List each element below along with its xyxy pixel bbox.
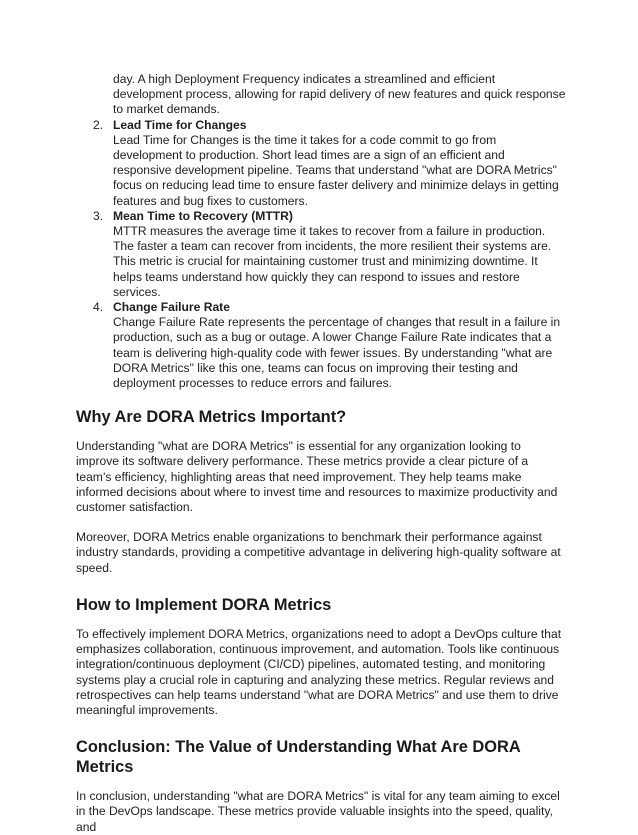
conclusion-paragraph-1: In conclusion, understanding "what are DORA Metrics" is vital for any team aiming to excel in the DevOps landscape. These metrics provide valuable insights into the speed, quality, and	[76, 789, 560, 834]
list-number: 4.	[93, 300, 104, 315]
importance-paragraph-2: Moreover, DORA Metrics enable organizations to benchmark their performance against industry standards, providing a competitive advantage in delivering high-quality software at speed.	[76, 530, 561, 575]
list-item-mttr	[76, 209, 566, 300]
importance-paragraph-1: Understanding "what are DORA Metrics" is essential for any organization looking to improve its software delivery performance. These metrics provide a clear picture of a team’s efficiency, highlighting areas that need improvement. They help teams make informed decisions about where to invest time and resources to maximize productivity and customer satisfaction.	[76, 439, 558, 515]
item-title: Change Failure Rate	[113, 300, 230, 315]
implement-paragraph-1: To effectively implement DORA Metrics, organizations need to adopt a DevOps culture that emphasizes collaboration, continuous improvement, and automation. Tools like continuous integration/continuous deployment (CI/CD) pipelines, automated testing, and monitoring systems play a crucial role in capturing and analyzing these metrics. Regular reviews and retrospectives can help teams understand "what are DORA Metrics" and use them to drive meaningful improvements.	[76, 626, 562, 717]
item-title: Lead Time for Changes	[113, 117, 247, 132]
item-text: Lead Time for Changes is the time it takes for a code commit to go from development to production. Short lead times are a sign of an efficient and responsive development pipeline. Teams that understand "what are DORA Metrics" focus on reducing lead time to ensure faster delivery and minimize delays in getting features and bug fixes to customers.	[113, 132, 559, 208]
heading-conclusion: Conclusion: The Value of Understanding What Are DORA Metrics	[76, 738, 521, 777]
item-text: MTTR measures the average time it takes to recover from a failure in production. The faster a team can recover from incidents, the more resilient their systems are. This metric is crucial for maintaining customer trust and minimizing downtime. It helps teams understand how quickly they can respond to issues and restore services.	[113, 224, 552, 299]
metrics-list	[76, 72, 566, 391]
document-page	[76, 72, 566, 835]
continuation-text: day. A high Deployment Frequency indicates a streamlined and efficient development process, allowing for rapid delivery of new features and quick response to market demands.	[113, 72, 566, 117]
list-number: 3.	[93, 208, 104, 223]
list-number: 2.	[93, 117, 104, 132]
heading-importance: Why Are DORA Metrics Important?	[76, 408, 347, 427]
heading-implement: How to Implement DORA Metrics	[76, 595, 332, 614]
item-title: Mean Time to Recovery (MTTR)	[113, 208, 293, 223]
list-item-lead-time	[76, 118, 566, 209]
list-item-change-failure-rate	[76, 300, 566, 391]
list-item-continuation	[76, 72, 566, 118]
item-text: Change Failure Rate represents the percentage of changes that result in a failure in production, such as a bug or outage. A lower Change Failure Rate indicates that a team is delivering high-quality code with fewer issues. By understanding "what are DORA Metrics" like this one, teams can focus on improving their testing and deployment processes to reduce errors and failures.	[113, 315, 561, 391]
